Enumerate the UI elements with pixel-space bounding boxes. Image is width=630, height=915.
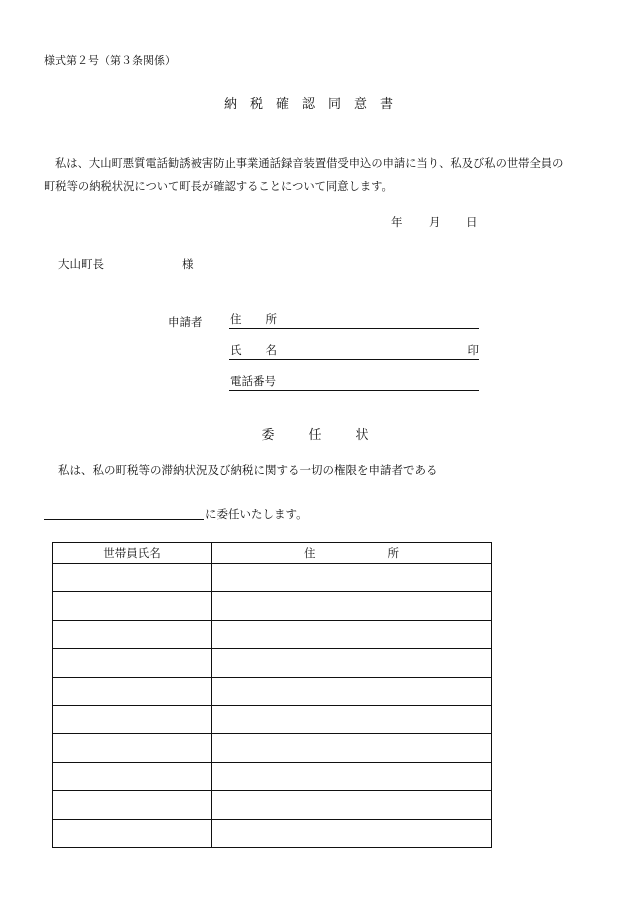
header-address: 住 所 [212, 543, 492, 564]
table-row [53, 564, 492, 592]
member-address-cell[interactable] [212, 819, 492, 847]
table-row [53, 620, 492, 648]
member-name-cell[interactable] [53, 762, 212, 790]
table-row [53, 677, 492, 705]
member-address-cell[interactable] [212, 677, 492, 705]
date-line [0, 214, 630, 230]
member-name-cell[interactable] [53, 677, 212, 705]
seal-mark: 印 [467, 343, 479, 357]
member-address-cell[interactable] [212, 762, 492, 790]
delegation-suffix: に委任いたします。 [205, 507, 308, 521]
delegate-name-field[interactable] [44, 519, 204, 520]
name-label: 氏 名 [230, 343, 277, 357]
header-member-name: 世帯員氏名 [53, 543, 212, 564]
table-row [53, 762, 492, 790]
member-address-cell[interactable] [212, 734, 492, 762]
table-row [53, 791, 492, 819]
member-address-cell[interactable] [212, 592, 492, 620]
addressee-name: 大山町長 [58, 257, 104, 271]
household-members-table [52, 542, 492, 848]
address-label: 住 所 [230, 312, 277, 326]
table-row [53, 819, 492, 847]
table-row [53, 649, 492, 677]
addressee-honorific: 様 [182, 257, 194, 271]
table-row [53, 705, 492, 733]
member-address-cell[interactable] [212, 791, 492, 819]
consent-paragraph [44, 152, 594, 198]
table-row [53, 592, 492, 620]
phone-label: 電話番号 [230, 374, 276, 388]
date-day: 日 [466, 215, 478, 229]
member-name-cell[interactable] [53, 592, 212, 620]
member-name-cell[interactable] [53, 705, 212, 733]
form-number: 様式第２号（第３条関係） [44, 54, 176, 67]
date-month: 月 [429, 215, 441, 229]
member-name-cell[interactable] [53, 649, 212, 677]
consent-line-2: 町税等の納税状況について町長が確認することについて同意します。 [44, 180, 393, 193]
applicant-label: 申請者 [168, 315, 203, 329]
member-address-cell[interactable] [212, 705, 492, 733]
member-name-cell[interactable] [53, 564, 212, 592]
member-name-cell[interactable] [53, 819, 212, 847]
applicant-address-field[interactable] [229, 312, 479, 329]
member-address-cell[interactable] [212, 620, 492, 648]
delegation-text: 私は、私の町税等の滞納状況及び納税に関する一切の権限を申請者である [58, 463, 438, 477]
member-address-cell[interactable] [212, 649, 492, 677]
member-name-cell[interactable] [53, 620, 212, 648]
member-address-cell[interactable] [212, 564, 492, 592]
applicant-name-field[interactable] [229, 343, 479, 360]
delegation-title: 委任状 [261, 428, 403, 443]
applicant-phone-field[interactable] [229, 374, 479, 391]
member-name-cell[interactable] [53, 791, 212, 819]
member-name-cell[interactable] [53, 734, 212, 762]
table-row [53, 734, 492, 762]
table-header-row [53, 543, 492, 564]
document-title: 納税確認同意書 [223, 97, 406, 112]
date-year: 年 [391, 215, 403, 229]
consent-line-1: 私は、大山町悪質電話勧誘被害防止事業通話録音装置借受申込の申請に当り、私及び私の世帯全員の [55, 157, 564, 170]
